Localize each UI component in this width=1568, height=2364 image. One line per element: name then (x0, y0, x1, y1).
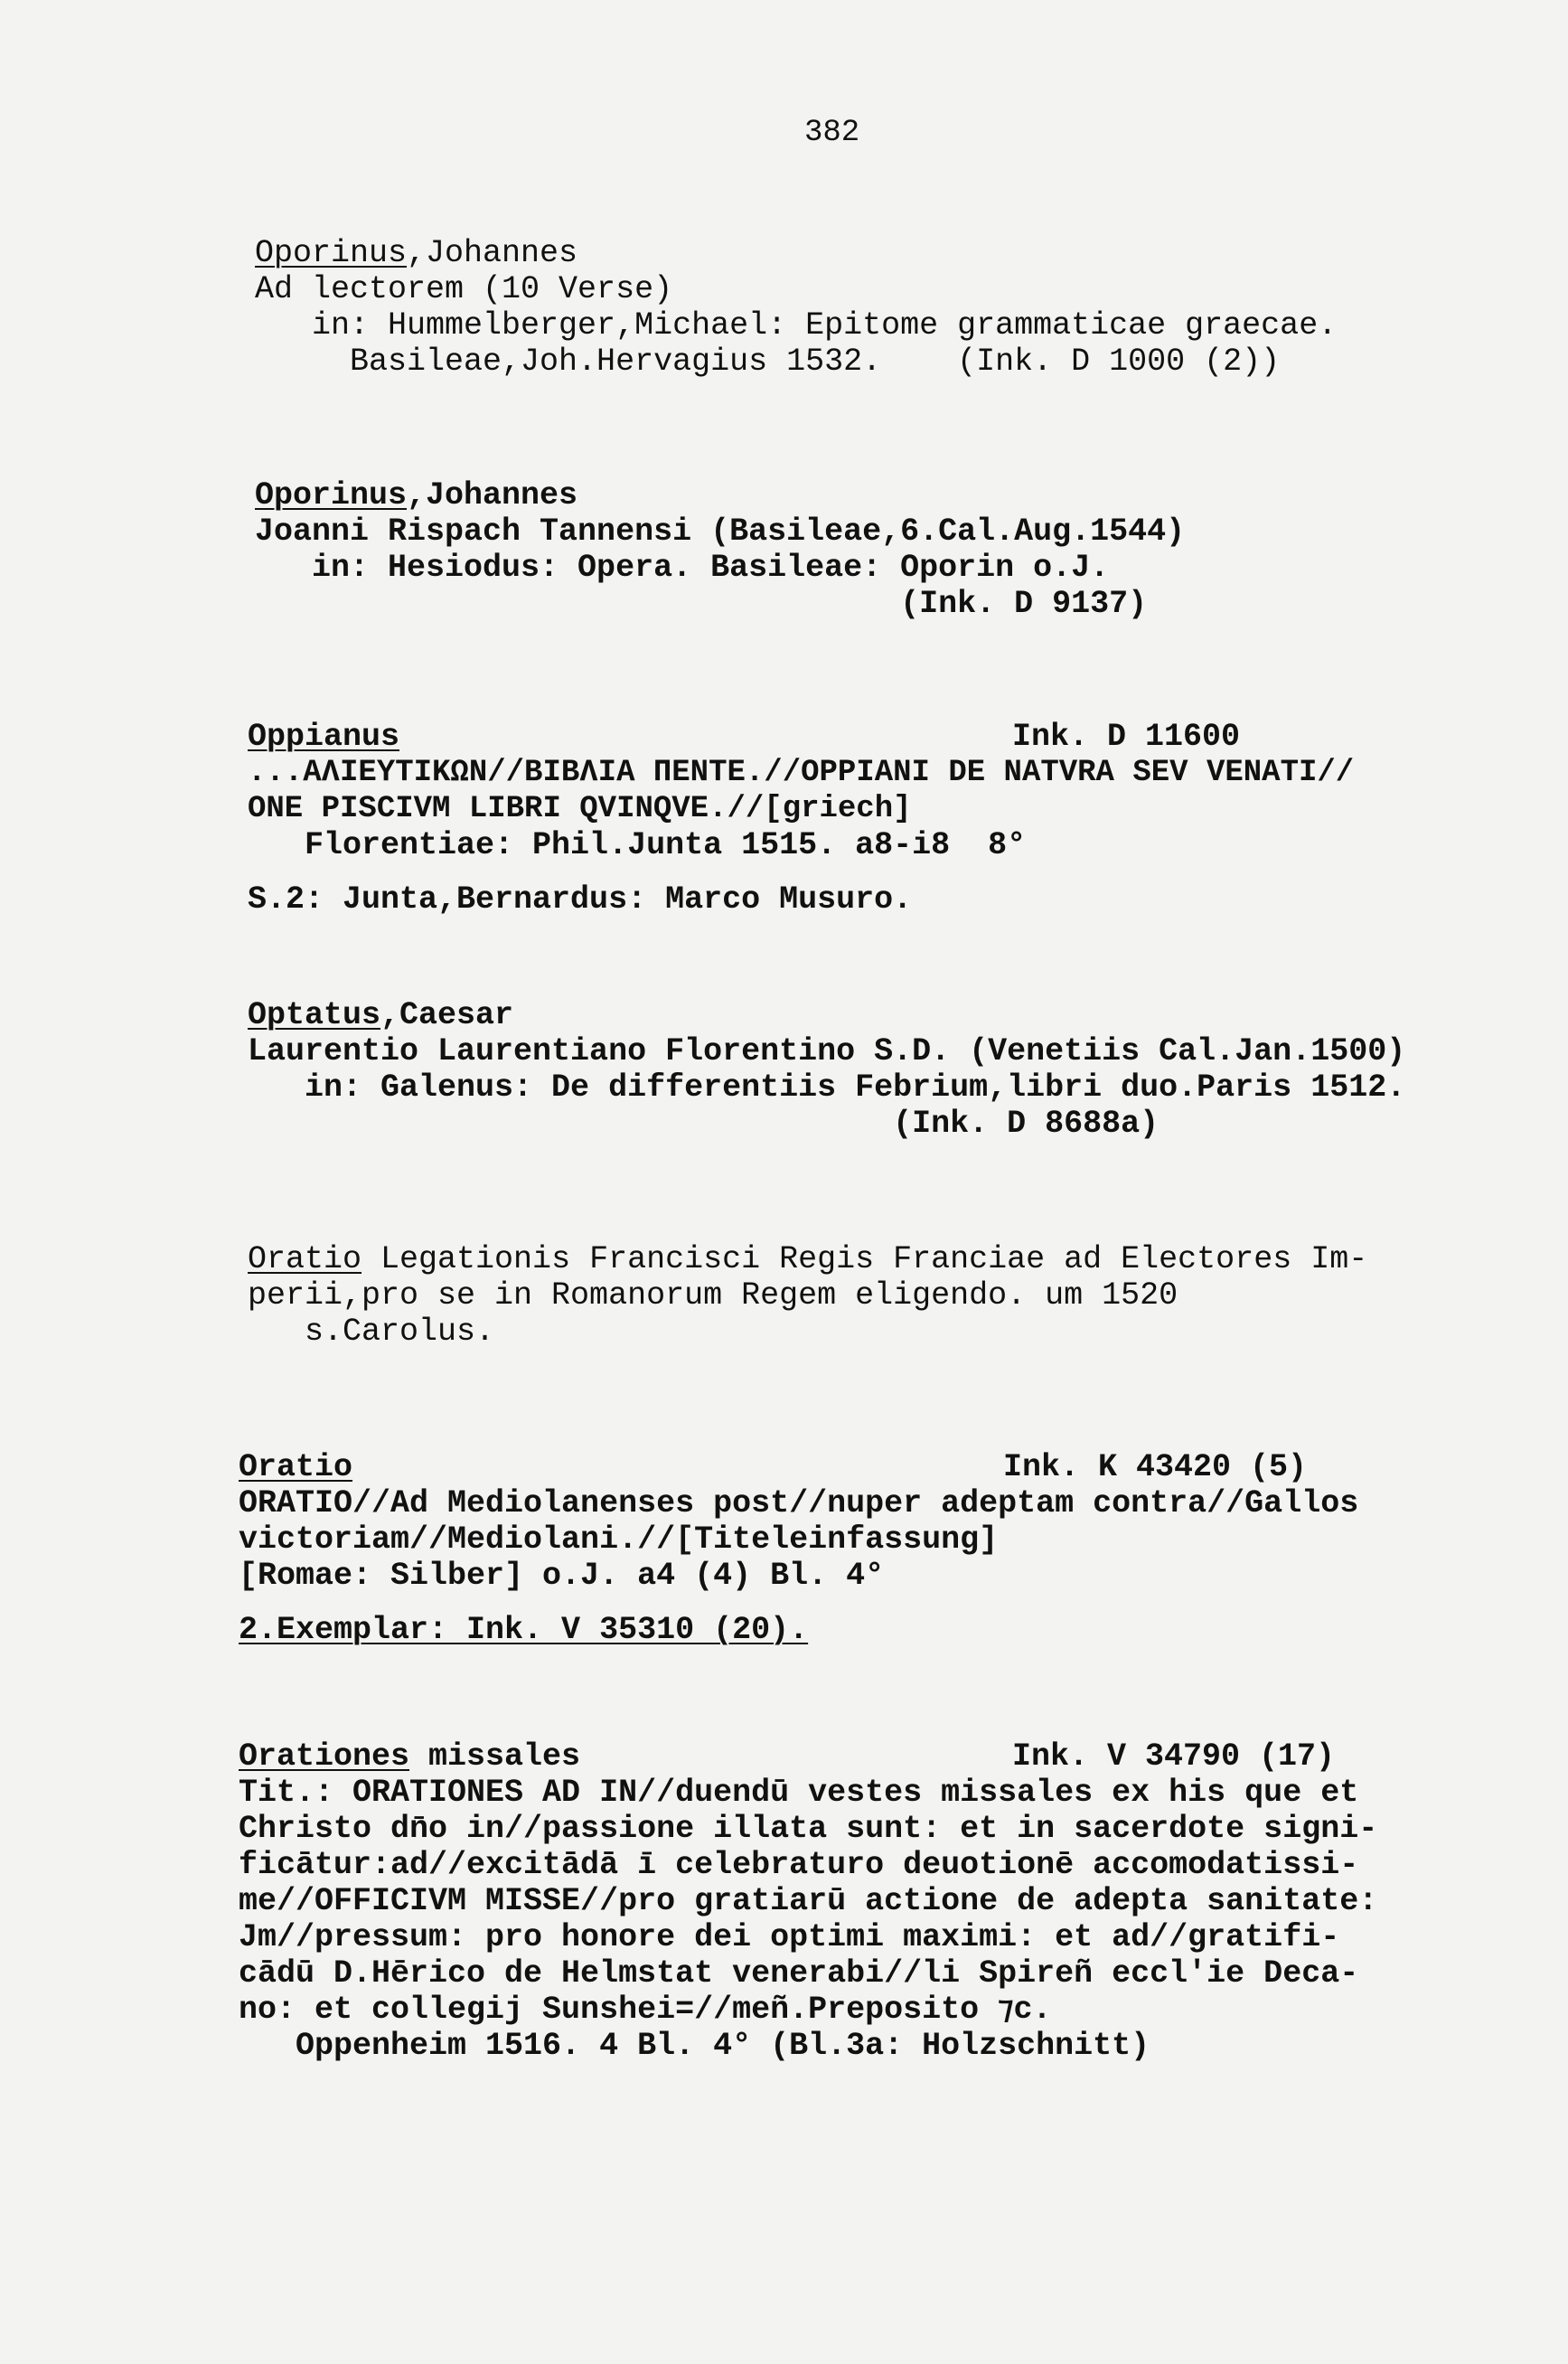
entry-heading: Oratio (239, 1449, 353, 1485)
entry-line: Oppenheim 1516. 4 Bl. 4° (Bl.3a: Holzschnitt) (239, 2028, 1150, 2064)
entry-line (239, 1612, 808, 1648)
entry-ref: Ink. D 11600 (1012, 719, 1241, 755)
entry-line: ...ΑΛΙΕΥΤΙΚΩΝ//ΒΙΒΛΙΑ ΠΕΝΤΕ.//OPPIANI DE NATVRA SEV VENATI// (248, 756, 1355, 790)
entry-heading-line (239, 1738, 580, 1775)
entry-heading: Oppianus (248, 719, 400, 755)
entry-line (248, 827, 1026, 863)
entry-collation: a4 (4) Bl. 4° (637, 1558, 885, 1594)
entry-heading: Optatus (248, 997, 381, 1033)
entry-heading: Oratio (248, 1241, 362, 1277)
entry-line: perii,pro se in Romanorum Regem eligendo. um 1520 (248, 1277, 1178, 1314)
entry-line: in: Hummelberger,Michael: Epitome grammaticae graecae. (255, 307, 1338, 344)
entry-heading: Oporinus (255, 477, 408, 513)
entry-heading-line (255, 235, 577, 271)
entry-heading-line (248, 719, 399, 755)
entry-line: Christo dn̄o in//passione illata sunt: et in sacerdote signi- (239, 1811, 1378, 1847)
entry-line: Tit.: ORATIONES AD IN//duendū vestes missales ex his que et (239, 1775, 1359, 1811)
entry-format: 8° (988, 827, 1027, 863)
entry-heading: Oporinus (255, 235, 408, 271)
entry-line: ONE PISCIVM LIBRI QVINQVE.//[griech] (248, 792, 912, 826)
entry-line: Jm//pressum: pro honore dei optimi maximi: et ad//gratifi- (239, 1919, 1340, 1955)
entry-heading: Orationes (239, 1738, 410, 1775)
entry-line: (Ink. D 9137) (255, 586, 1148, 622)
entry-heading-rest: missales (409, 1738, 581, 1775)
entry-line: s.Carolus. (248, 1314, 495, 1350)
entry-line: S.2: Junta,Bernardus: Marco Musuro. (248, 881, 913, 918)
entry-ref: Ink. V 34790 (17) (1012, 1738, 1336, 1775)
entry-line: Joanni Rispach Tannensi (Basileae,6.Cal.Aug.1544) (255, 513, 1186, 550)
page-number: 382 (804, 116, 860, 150)
entry-second-copy: 2.Exemplar: Ink. V 35310 (20). (239, 1612, 809, 1648)
entry-heading-line (248, 1241, 1367, 1277)
entry-heading-line (248, 997, 513, 1033)
entry-line: cādū D.Hērico de Helmstat venerabi//li Spireñ eccl'ie Deca- (239, 1955, 1359, 1992)
entry-line: Ad lectorem (10 Verse) (255, 271, 673, 307)
entry-collation: a8-i8 (855, 827, 951, 863)
entry-line: no: et collegij Sunshei=//meñ.Preposito ⁊c. (239, 1992, 1052, 2028)
entry-heading-rest: ,Johannes (407, 477, 578, 513)
entry-heading-rest: ,Johannes (407, 235, 578, 271)
entry-heading-rest: Legationis Francisci Regis Franciae ad Electores Im- (361, 1241, 1368, 1277)
entry-ref: Ink. K 43420 (5) (1003, 1449, 1308, 1485)
entry-heading-rest: ,Caesar (380, 997, 514, 1033)
entry-heading-line (239, 1449, 352, 1485)
entry-line (239, 1558, 884, 1594)
entry-line: (Ink. D 8688a) (248, 1106, 1160, 1142)
entry-line: Basileae,Joh.Hervagius 1532. (Ink. D 1000 (2)) (255, 344, 1281, 380)
entry-line: victoriam//Mediolani.//[Titeleinfassung] (239, 1521, 999, 1558)
entry-line: ORATIO//Ad Mediolanenses post//nuper adeptam contra//Gallos (239, 1485, 1359, 1521)
entry-line: in: Galenus: De differentiis Febrium,libri duo.Paris 1512. (248, 1069, 1406, 1106)
entry-imprint: Florentiae: Phil.Junta 1515. (248, 827, 837, 863)
entry-heading-line (255, 477, 577, 513)
entry-line: in: Hesiodus: Opera. Basileae: Oporin o.J. (255, 550, 1110, 586)
entry-imprint: [Romae: Silber] o.J. (239, 1558, 619, 1594)
entry-line: me//OFFICIVM MISSE//pro gratiarū actione de adepta sanitate: (239, 1883, 1378, 1919)
entry-line: ficātur:ad//excitādā ī celebraturo deuotionē accomodatissi- (239, 1847, 1359, 1883)
entry-line: Laurentio Laurentiano Florentino S.D. (Venetiis Cal.Jan.1500) (248, 1033, 1406, 1069)
